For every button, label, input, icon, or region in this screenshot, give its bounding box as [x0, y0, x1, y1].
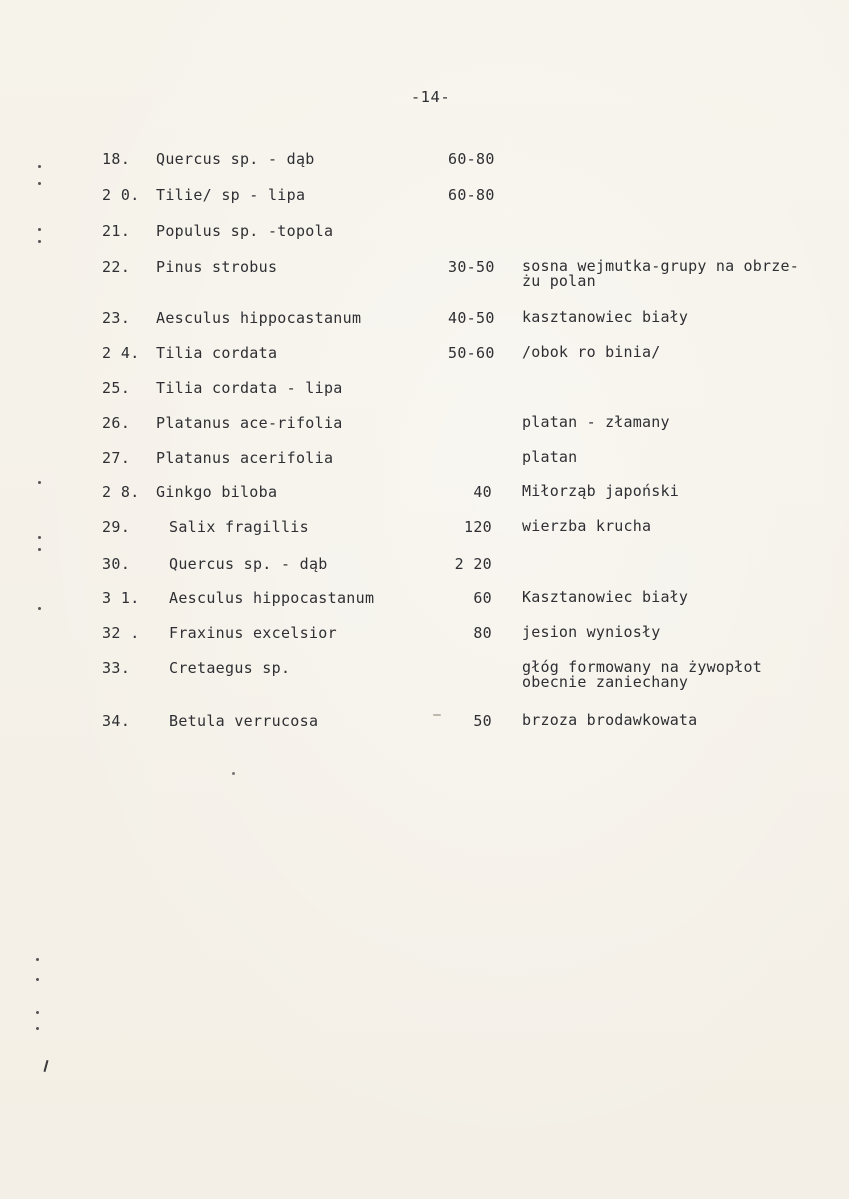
item-number: 29. — [102, 518, 131, 536]
species-name: Tilia cordata - lipa — [156, 379, 343, 397]
item-note: sosna wejmutka-grupy na obrze- żu polan — [522, 257, 799, 290]
dbh-value: 50 — [473, 712, 492, 730]
species-name: Pinus strobus — [156, 258, 278, 276]
species-name: Populus sp. -topola — [156, 222, 334, 240]
item-number: 23. — [102, 309, 131, 327]
item-note: /obok ro binia/ — [522, 343, 661, 361]
dbh-value: 60-80 — [448, 186, 495, 204]
item-number: 2 0. — [102, 186, 140, 204]
item-number: 34. — [102, 712, 131, 730]
item-number: 32 . — [102, 624, 140, 642]
item-number: 30. — [102, 555, 131, 573]
margin-mark — [36, 958, 39, 961]
dbh-value: 2 20 — [454, 555, 492, 573]
item-number: 33. — [102, 659, 131, 677]
margin-mark — [36, 1011, 39, 1014]
margin-mark — [38, 536, 41, 539]
species-name: Fraxinus excelsior — [169, 624, 337, 642]
paper-speck — [433, 714, 441, 716]
species-name: Betula verrucosa — [169, 712, 319, 730]
page-number: -14- — [410, 88, 451, 106]
item-note: kasztanowiec biały — [522, 308, 689, 326]
margin-mark — [38, 228, 41, 231]
item-number: 21. — [102, 222, 131, 240]
species-name: Tilie/ sp - lipa — [156, 186, 306, 204]
margin-mark — [38, 240, 41, 243]
item-number: 27. — [102, 449, 131, 467]
item-number: 3 1. — [102, 589, 140, 607]
species-name: Ginkgo biloba — [156, 483, 278, 501]
item-number: 18. — [102, 150, 131, 168]
item-number: 25. — [102, 379, 131, 397]
margin-mark — [43, 1060, 48, 1072]
dbh-value: 50-60 — [448, 344, 495, 362]
species-name: Platanus acerifolia — [156, 449, 334, 467]
dbh-value: 120 — [464, 518, 492, 536]
item-note: wierzba krucha — [522, 517, 652, 535]
margin-mark — [36, 978, 39, 981]
margin-mark — [38, 548, 41, 551]
species-name: Platanus ace-rifolia — [156, 414, 343, 432]
species-name: Aesculus hippocastanum — [156, 309, 362, 327]
species-name: Aesculus hippocastanum — [169, 589, 375, 607]
item-number: 2 8. — [102, 483, 140, 501]
item-number: 26. — [102, 414, 131, 432]
species-name: Salix fragillis — [169, 518, 309, 536]
item-note: brzoza brodawkowata — [522, 711, 698, 729]
dbh-value: 60-80 — [448, 150, 495, 168]
species-name: Quercus sp. - dąb — [169, 555, 328, 573]
species-name: Cretaegus sp. — [169, 659, 291, 677]
species-name: Quercus sp. - dąb — [156, 150, 315, 168]
item-note: Kasztanowiec biały — [522, 588, 689, 606]
item-number: 2 4. — [102, 344, 140, 362]
dbh-value: 40-50 — [448, 309, 495, 327]
item-note: Miłorząb japoński — [522, 482, 679, 500]
item-note: platan — [522, 448, 578, 466]
margin-mark — [38, 182, 41, 185]
item-note: głóg formowany na żywopłot obecnie zaniechany — [522, 658, 762, 691]
item-number: 22. — [102, 258, 131, 276]
dbh-value: 60 — [473, 589, 492, 607]
species-name: Tilia cordata — [156, 344, 278, 362]
item-note: platan - złamany — [522, 413, 670, 431]
margin-mark — [38, 481, 41, 484]
dbh-value: 40 — [473, 483, 492, 501]
item-note: jesion wyniosły — [522, 623, 661, 641]
margin-mark — [38, 607, 41, 610]
margin-mark — [38, 165, 41, 168]
paper-speck — [232, 772, 235, 775]
dbh-value: 30-50 — [448, 258, 495, 276]
margin-mark — [36, 1027, 39, 1030]
dbh-value: 80 — [473, 624, 492, 642]
